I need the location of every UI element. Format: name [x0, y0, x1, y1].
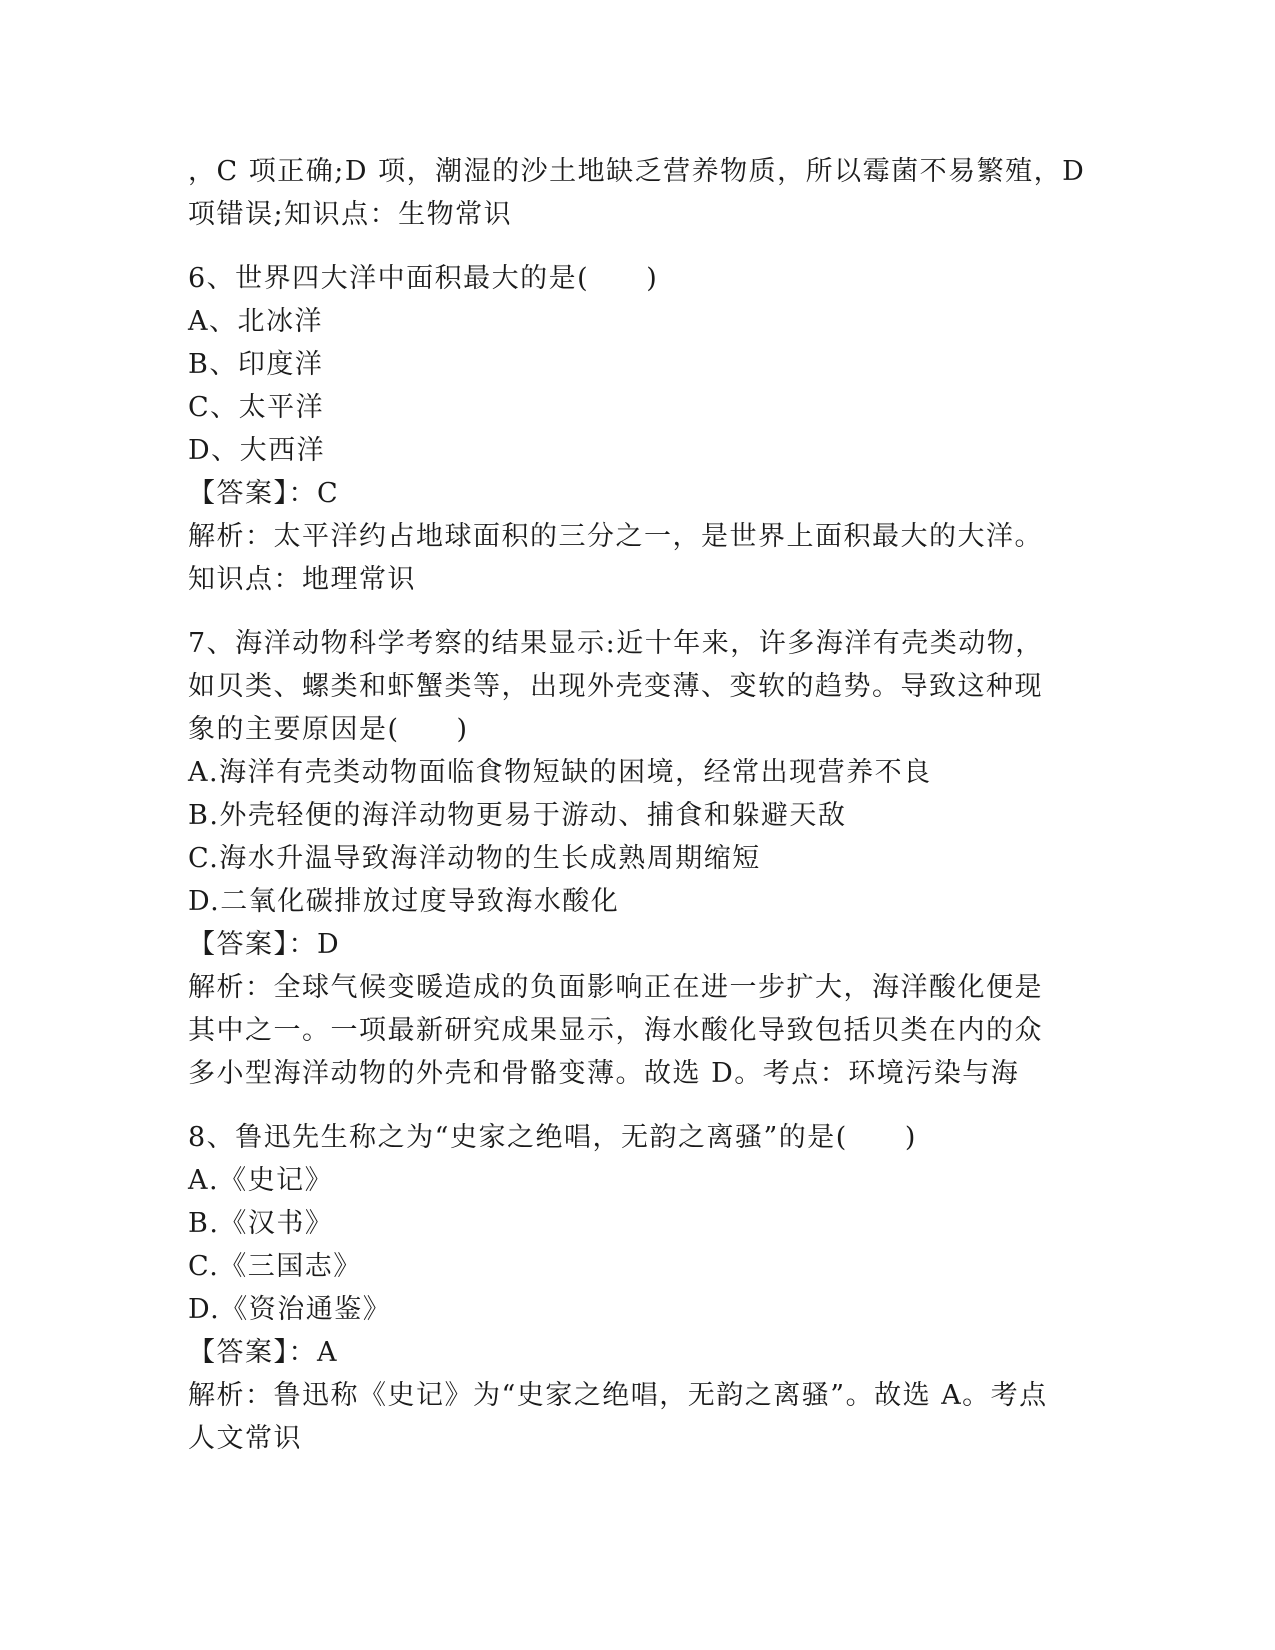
question-text: 7、海洋动物科学考察的结果显示:近十年来，许多海洋有壳类动物， [188, 628, 1044, 659]
document-page [188, 150, 1088, 1460]
answer: 【答案】：A [188, 1337, 338, 1368]
option-c: C.海水升温导致海洋动物的生长成熟周期缩短 [188, 843, 761, 874]
option-a: A、北冰洋 [188, 306, 323, 337]
answer: 【答案】：D [188, 929, 341, 960]
analysis-line: 知识点：地理常识 [188, 564, 416, 595]
intro-line: 项错误;知识点：生物常识 [188, 199, 513, 230]
analysis-line: 人文常识 [188, 1423, 302, 1454]
question-text: 6、世界四大洋中面积最大的是( ) [188, 263, 659, 294]
analysis-line: 解析：鲁迅称《史记》为“史家之绝唱，无韵之离骚”。故选 A。考点 [188, 1380, 1048, 1411]
option-c: C.《三国志》 [188, 1251, 362, 1282]
option-d: D.《资治通鉴》 [188, 1294, 392, 1325]
option-a: A.海洋有壳类动物面临食物短缺的困境，经常出现营养不良 [188, 757, 932, 788]
analysis-line: 多小型海洋动物的外壳和骨骼变薄。故选 D。考点：环境污染与海 [188, 1058, 1020, 1089]
option-b: B、印度洋 [188, 349, 324, 380]
intro-line: ，C 项正确;D 项，潮湿的沙土地缺乏营养物质，所以霉菌不易繁殖，D [188, 156, 1086, 187]
analysis-line: 解析：全球气候变暖造成的负面影响正在进一步扩大，海洋酸化便是 [188, 972, 1043, 1003]
question-text: 象的主要原因是( ) [188, 714, 469, 745]
question-6 [188, 257, 1088, 601]
option-d: D.二氧化碳排放过度导致海水酸化 [188, 886, 620, 917]
analysis-line: 其中之一。一项最新研究成果显示，海水酸化导致包括贝类在内的众 [188, 1015, 1043, 1046]
analysis-line: 解析：太平洋约占地球面积的三分之一，是世界上面积最大的大洋。 [188, 521, 1043, 552]
question-text: 8、鲁迅先生称之为“史家之绝唱，无韵之离骚”的是( ) [188, 1122, 917, 1153]
question-8 [188, 1116, 1088, 1460]
intro-analysis [188, 150, 1088, 236]
option-b: B.外壳轻便的海洋动物更易于游动、捕食和躲避天敌 [188, 800, 847, 831]
option-c: C、太平洋 [188, 392, 325, 423]
question-7 [188, 622, 1088, 1095]
option-d: D、大西洋 [188, 435, 326, 466]
option-b: B.《汉书》 [188, 1208, 334, 1239]
option-a: A.《史记》 [188, 1165, 334, 1196]
question-text: 如贝类、螺类和虾蟹类等，出现外壳变薄、变软的趋势。导致这种现 [188, 671, 1043, 702]
answer: 【答案】：C [188, 478, 340, 509]
